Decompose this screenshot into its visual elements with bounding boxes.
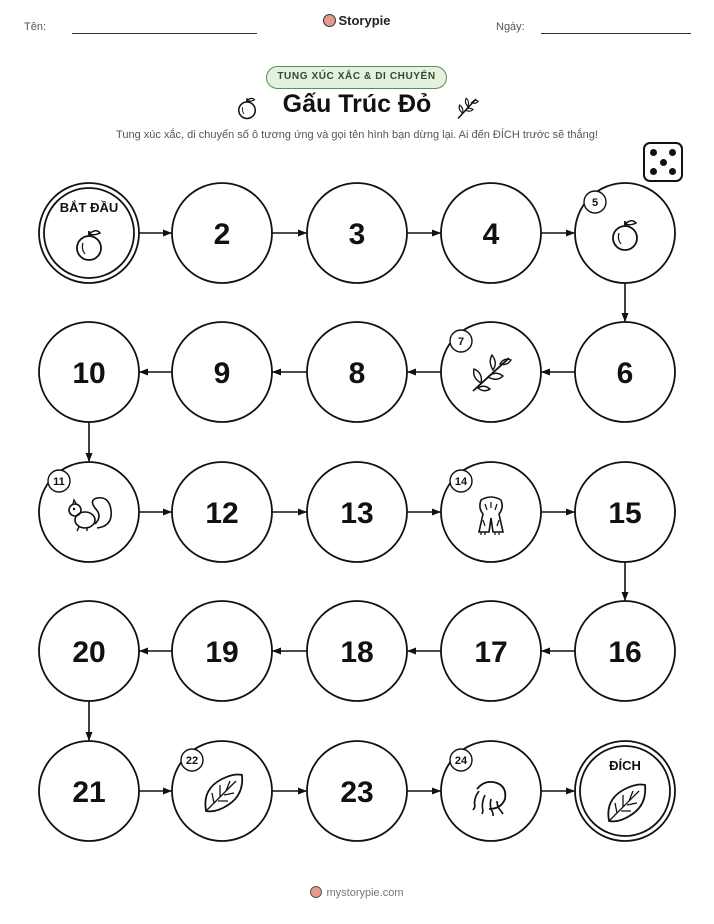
space-number: 23 xyxy=(340,776,374,809)
space-number: 18 xyxy=(340,636,374,669)
space-number: 20 xyxy=(72,636,106,669)
space-number: 24 xyxy=(454,755,468,767)
finish-label: ĐÍCH xyxy=(609,758,641,773)
space-number: 11 xyxy=(53,476,65,488)
board-space-4 xyxy=(441,183,541,283)
space-number: 10 xyxy=(72,357,106,390)
board-space-10 xyxy=(39,322,139,422)
board-space-15 xyxy=(575,462,675,562)
space-number: 12 xyxy=(205,497,239,530)
space-number: 6 xyxy=(616,357,634,390)
space-number: 17 xyxy=(474,636,508,669)
board-space-13 xyxy=(307,462,407,562)
board-space-17 xyxy=(441,601,541,701)
space-number: 7 xyxy=(457,336,465,348)
board-space-16 xyxy=(575,601,675,701)
board-space-6 xyxy=(575,322,675,422)
footer-url: mystorypie.com xyxy=(326,887,404,899)
space-number: 8 xyxy=(348,357,366,390)
activity-tag: TUNG XÚC XẮC & DI CHUYỂN xyxy=(266,66,447,89)
brand-name: Storypie xyxy=(338,13,391,28)
space-number: 2 xyxy=(213,218,231,251)
board-space-23 xyxy=(307,741,407,841)
board-space-21 xyxy=(39,741,139,841)
space-number: 19 xyxy=(205,636,239,669)
space-number: 4 xyxy=(482,218,500,251)
board-space-2 xyxy=(172,183,272,283)
board-space-22 xyxy=(172,741,272,841)
board-space-20 xyxy=(39,601,139,701)
storypie-footer-logo-icon xyxy=(310,886,322,898)
start-label: BẮT ĐẦU xyxy=(59,200,119,215)
name-label: Tên: xyxy=(24,21,47,33)
instructions: Tung xúc xắc, di chuyển số ô tương ứng và gọi tên hình bạn dừng lại. Ai đến ĐÍCH trước sẽ thắng! xyxy=(116,129,598,141)
page-title: Gấu Trúc Đỏ xyxy=(282,90,432,118)
space-number: 9 xyxy=(213,357,231,390)
board-space-8 xyxy=(307,322,407,422)
board-space-3 xyxy=(307,183,407,283)
date-label: Ngày: xyxy=(496,21,525,33)
start-space xyxy=(39,183,139,283)
space-number: 3 xyxy=(348,218,366,251)
board-space-5 xyxy=(575,183,675,283)
space-number: 22 xyxy=(185,755,199,767)
board-space-18 xyxy=(307,601,407,701)
board-space-19 xyxy=(172,601,272,701)
board-space-11 xyxy=(39,462,139,562)
board-space-9 xyxy=(172,322,272,422)
finish-space xyxy=(575,741,675,841)
board-space-14 xyxy=(441,462,541,562)
space-number: 15 xyxy=(608,497,642,530)
space-number: 5 xyxy=(591,197,599,209)
space-number: 21 xyxy=(72,776,106,809)
space-number: 16 xyxy=(608,636,642,669)
board-space-12 xyxy=(172,462,272,562)
footer xyxy=(0,886,714,899)
space-number: 13 xyxy=(340,497,374,530)
board-space-7 xyxy=(441,322,541,422)
space-number: 14 xyxy=(454,476,468,488)
board-space-24 xyxy=(441,741,541,841)
